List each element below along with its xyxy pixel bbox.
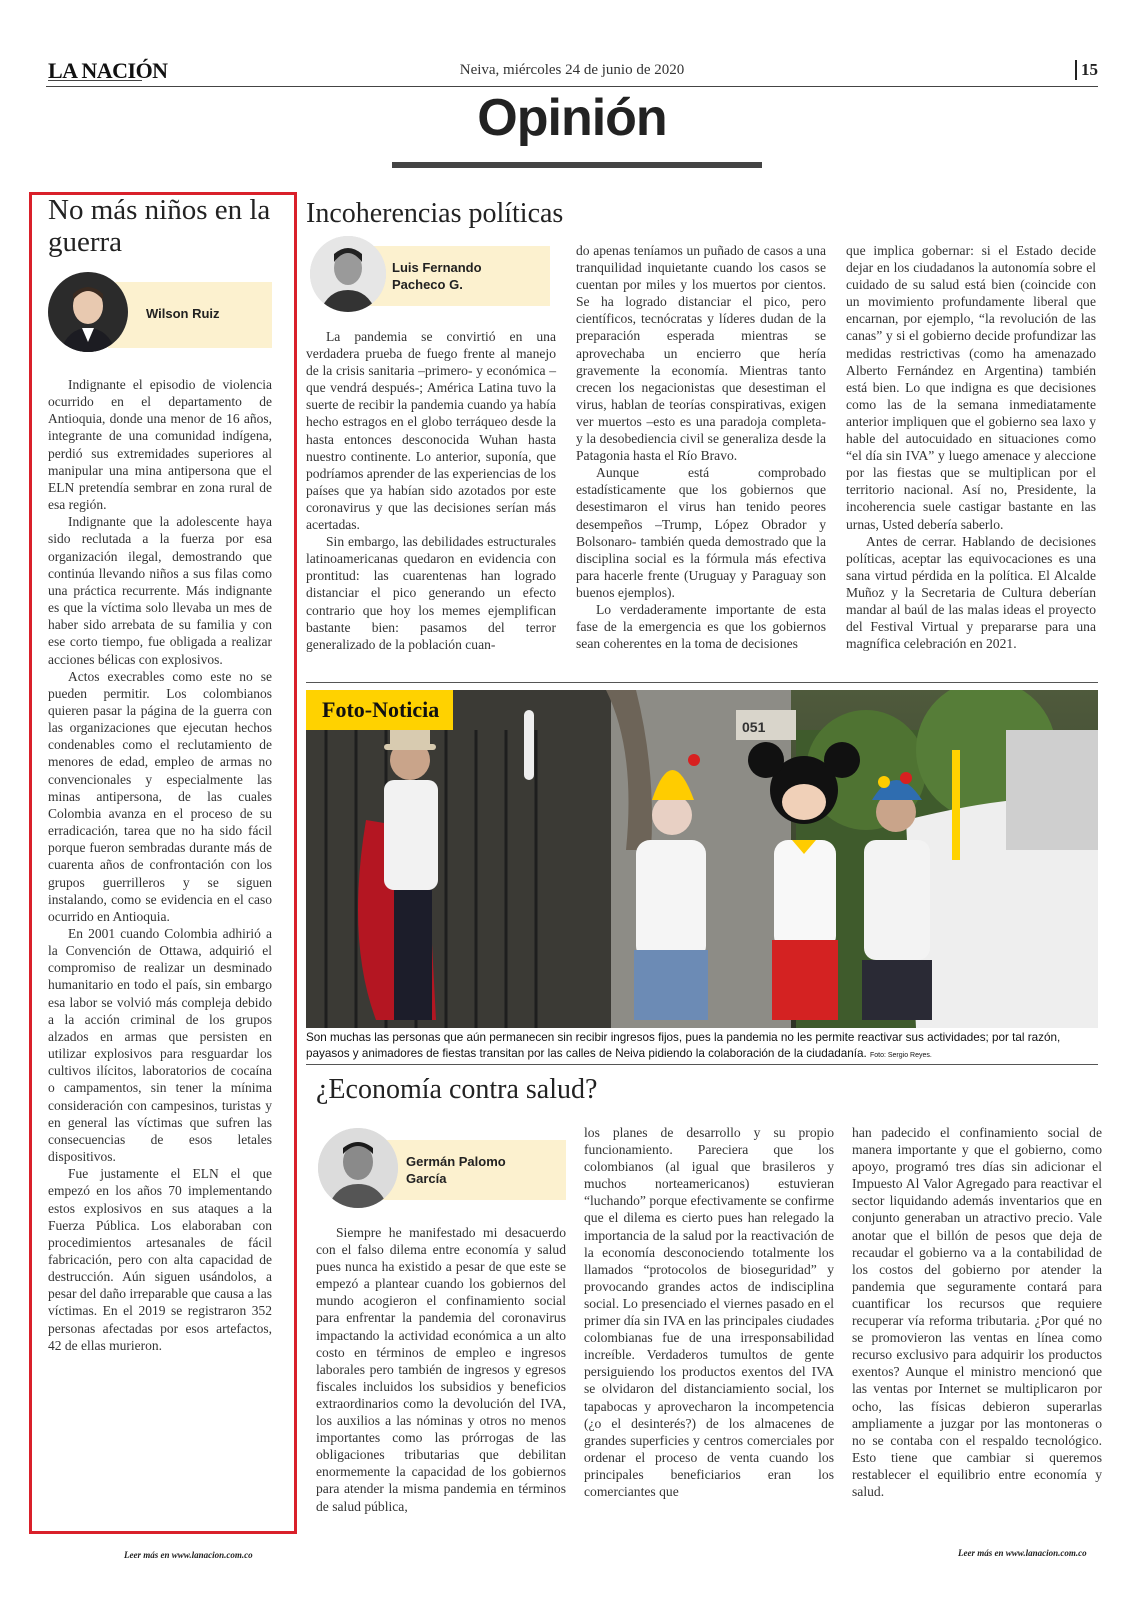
article3-headline: ¿Economía contra salud? [316,1074,598,1105]
col1-paragraph: En 2001 cuando Colombia adhirió a la Convención de Ottawa, adquirió el compromiso de realizar un desminado humanitario en todo el país, sin embargo esa labor se volvió más compleja debido a la acción criminal de los grupos alzados en armas que persisten en utilizar explosivos para resguardar los cultivos ilícitos, laboratorios de cocaína o campamentos, sin tener la mínima consideración con campesinos, turistas y en general las víctimas que sufren las consecuencias de esos letales dispositivos. [48,926,272,1165]
article2-author-line1: Luis Fernando [392,260,482,275]
article3-col1 [316,1224,566,1515]
foto-noticia-tag: Foto-Noticia [306,690,453,730]
article3-paragraph: Siempre he manifestado mi desacuerdo con el falso dilema entre economía y salud pues nunca ha existido a pesar de que este se empezó a plantear cuando los gobiernos del mundo acogieron el confinamiento social para enfrentar la pandemia del coronavirus impactando la actividad económica a un alto costo en términos de empleo e ingresos laborales pero también de ingresos y egresos fiscales incluidos los subsidios y beneficios extraordinarios como la devolución del IVA, los auxilios a las nóminas y otros no menos importantes como las prórrogas de las obligaciones tributarias que debilitan enormemente la capacidad de los gobiernos para atender la misma pandemia en términos de salud pública, [316,1225,566,1514]
article2-paragraph: que implica gobernar: si el Estado decide dejar en los ciudadanos la autonomía sobre el cuidado de su salud está bien (coincide con un movimiento profundamente liberal que encarnan, por ejemplo, “la revolución de las canas” y si el gobierno decide profundizar las medidas restrictivas (como ha amenazado Alberto Fernández en Argentina) también está bien. Lo que indigna es que decisiones como las de la semana inmediatamente anterior impliquen que el gobierno sea laxo y hable del autocuidado en situaciones como “el día sin IVA” y luego amenace y aleccione por las fiestas que se multiplican por el territorio nacional. Así no, Presidente, la incoherencia suele castigar bastante en las urnas, Usted debería saberlo. [846,243,1096,532]
article2-headline: Incoherencias políticas [306,198,564,229]
article3-paragraph: han padecido el confinamiento social de manera importante y que el gobierno, como apoyo, programó tres días sin adicionar el Impuesto Al Valor Agregado para reactivar el sector liquidando además inventarios que en conjunto generaban un atractivo precio. Vale anotar que el billón de pesos que deja de recaudar el gobierno va a la contabilidad de los costos del gobierno por atender la pandemia que seguramente contará para cuantificar los recursos que requiere recuperar vía reforma tributaria. ¿Por qué no se promovieron las ventas en línea como recurso exclusivo para adquirir los productos exentos? Aunque el ministro mencionó que las ventas por Internet se multiplicaron por ocho, las físicas debieron superarlas ampliamente a juzgar por las montoneras o no se contaba con el respaldo tecnológico. Esto tiene que cambiar si queremos restablecer el equilibrio entre economía y salud. [852,1125,1102,1499]
foto-noticia-photo [306,690,1098,1028]
article2-paragraph: Sin embargo, las debilidades estructurales latinoamericanas quedaron en evidencia con prontitud: las cuarentenas han logrado distanciar el pico generando un efecto contrario que hoy los memes ejemplifican bastante bien: pasamos del terror generalizado de la población cuan- [306,534,556,652]
article3-col2 [584,1124,834,1500]
article2-paragraph: Antes de cerrar. Hablando de decisiones políticas, aceptar las equivocaciones es una sana virtud pérdida en la política. El Alcalde Muñoz y la Secretaria de Cultura deberían mandar al baúl de las malas ideas el proyecto del Festival Virtual y prepararse para una magnífica celebración en 2021. [846,533,1096,652]
col1-footer-link: Leer más en www.lanacion.com.co [124,1550,253,1560]
col1-headline: No más niños en la guerra [48,194,271,258]
section-title: Opinión [477,89,667,147]
article3-author-line2: García [406,1171,447,1186]
newspaper-logo: LA NACIÓN [48,58,168,83]
col1-paragraph: Indignante que la adolescente haya sido reclutada a la fuerza por esa organización ilegal, demostrando que continúa llevando niños a sus filas como una práctica recurrente. Más indignante es que la víctima solo llevaba un mes de haber sido arrebata de su familia y con ese corto tiempo, fue obligada a realizar acciones bélicas con explosivos. [48,514,272,667]
article2-paragraph: La pandemia se convirtió en una verdadera prueba de fuego frente al manejo de la crisis sanitaria –primero- y económica –que vendrá después-; América Latina tuvo la suerte de recibir la pandemia cuando ya había hecho estragos en el globo terráqueo desde la hasta entonces desconocida Wuhan hasta nuestro continente. Lo anterior, suponía, que podríamos aprender de las experiencias de los países que ya habían sido azotados por este coronavirus y que las decisiones serían más acertadas. [306,329,556,533]
article3-footer-link: Leer más en www.lanacion.com.co [958,1548,1087,1558]
photo-caption-text: Son muchas las personas que aún permanecen sin recibir ingresos fijos, pues la pandemia no les permite reactivar sus actividades; por tal razón, payasos y animadores de fiestas transitan por las calles de Neiva pidiendo la colaboración de la ciudadanía. [306,1031,1061,1060]
photo-credit: Foto: Sergio Reyes. [869,1052,932,1059]
article2-col2 [576,242,826,652]
col1-paragraph: Fue justamente el ELN el que empezó en los años 70 implementando estos explosivos en sus ataques a la Fuerza Pública. Los elaboraban con procedimientos artesanales de fácil fabricación, pero con alta capacidad de destrucción. Aún siguen usándolos, a pesar del daño irreparable que causa a las víctimas. En el 2019 se registraron 352 personas afectadas por esos artefactos, 42 de ellas murieron. [48,1166,272,1353]
article2-col1 [306,328,556,653]
article2-col3 [846,242,1096,652]
col1-paragraph: Indignante el episodio de violencia ocurrido en el departamento de Antioquia, donde una menor de 16 años, integrante de una comunidad indígena, perdió sus extremidades superiores al manipular una mina antipersona que el ELN pretendía sembrar en zona rural de esa región. [48,377,272,513]
col1-body [48,376,272,1354]
dateline: Neiva, miércoles 24 de junio de 2020 [459,62,685,78]
section-rule [392,162,762,168]
col1-author-avatar [48,272,128,352]
col1-paragraph: Actos execrables como este no se pueden permitir. Los colombianos quieren pasar la página de la guerra con las organizaciones que ejecutan hechos condenables como el reclutamiento de menores de edad, empleo de armas no convencionales y especialmente las minas antipersona, de las cuales Colombia avanza en el proceso de su erradicación, tarea que no ha sido fácil porque fueron sembradas durante más de cuarenta años de confrontación con los grupos guerrilleros y se siguen instalando, como se evidencia en el caso ocurrido en Antioquia. [48,668,272,924]
col1-author-name: Wilson Ruiz [146,306,220,321]
article3-author-avatar [318,1128,398,1208]
article3-author-line1: Germán Palomo [406,1154,506,1169]
wall-number-plate: 051 [742,719,766,735]
article2-paragraph: Aunque está comprobado estadísticamente que los gobiernos que desestimaron el virus han tenido peores desempeños –Trump, López Obrador y Bolsonaro- también queda demostrado que la disciplina social es la fórmula más efectiva para hacerle frente (Uruguay y Paraguay son buenos ejemplos). [576,465,826,600]
article2-paragraph: do apenas teníamos un puñado de casos a una tranquilidad inquietante cuando los casos se cuentan por miles y los muertos por cientos. Se ha logrado distanciar el pico, pero científicos, tecnócratas y líderes dudan de la preparación esperada mientras se aprovechaba un encierro que hería gravemente la economía. Mientras tanto crecen los negacionistas que desestiman el virus, hablan de teorías conspirativas, exigen ver muertos –esto es una paradoja completa- y la desobediencia civil se generaliza desde la Patagonia hasta el Río Bravo. [576,243,826,464]
article2-author-line2: Pacheco G. [392,277,463,292]
page-number: 15 [1075,60,1098,80]
article2-paragraph: Lo verdaderamente importante de esta fase de la emergencia es que los gobiernos sean coherentes en la toma de decisiones [576,601,826,652]
article2-author-avatar [310,236,386,312]
article3-col3 [852,1124,1102,1500]
col1-author-box [108,282,272,348]
article3-paragraph: los planes de desarrollo y su propio funcionamiento. Pareciera que los colombianos (al igual que brasileros y muchos norteamericanos) estuvieran “luchando” porque efectivamente se confirme que el dilema es cierto pues han relegado la importancia de la salud por la reactivación de la economía desconociendo totalmente los llamados “protocolos de bioseguridad” y provocando grandes actos de indisciplina social. Lo presenciado el viernes pasado en el primer día sin IVA en las principales ciudades colombianas fue de una irresponsabilidad increíble. Verdaderos tumultos de gente persiguiendo los productos exentos del IVA se olvidaron del distanciamiento social, los tapabocas y aprovecharon la incompetencia (¿o el desinterés?) de los almacenes de grandes superficies y centros comerciales por ordenar el proceso de venta cuando los principales beneficiarios eran los comerciantes que [584,1125,834,1499]
header-rule [46,86,1098,87]
photo-caption [306,1030,1098,1064]
logo-underline [48,80,142,81]
photo-bottom-rule [306,1064,1098,1065]
article2-bottom-rule [306,682,1098,683]
